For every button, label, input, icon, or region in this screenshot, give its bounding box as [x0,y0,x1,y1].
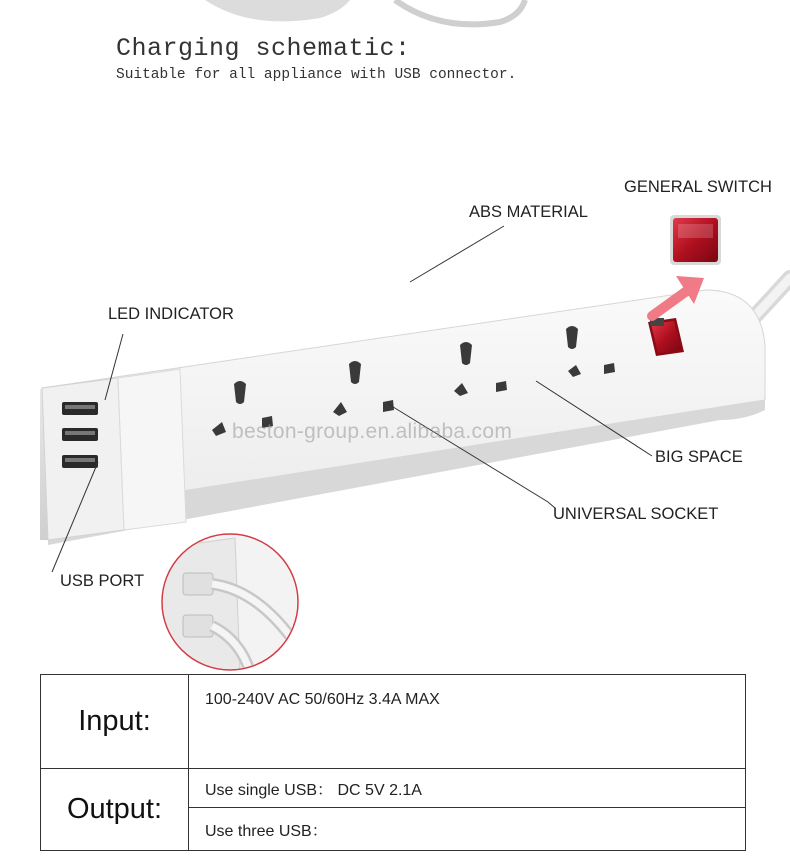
usb-ports [62,402,98,468]
callout-led-indicator: LED INDICATOR [108,305,234,323]
callout-general-switch: GENERAL SWITCH [624,178,772,196]
usb-closeup-circle [162,534,300,672]
page-subtitle: Suitable for all appliance with USB connector. [116,67,517,83]
top-cable-shape [205,0,350,21]
switch-closeup [670,215,721,265]
output-label: Output: [41,769,189,851]
callout-usb-port: USB PORT [60,572,145,590]
callout-big-space: BIG SPACE [655,448,743,466]
watermark: beston-group.en.alibaba.com [232,420,513,443]
input-value: 100-240V AC 50/60Hz 3.4A MAX [189,675,746,769]
spec-table [40,674,746,851]
output-single-value: Use single USB： DC 5V 2.1A [189,769,746,808]
callout-abs-material: ABS MATERIAL [469,203,588,221]
spec-row-input [41,675,746,769]
spec-row-output-single [41,769,746,808]
callout-universal-socket: UNIVERSAL SOCKET [553,505,719,523]
page-title: Charging schematic: [116,34,411,63]
top-cable-ring [395,0,525,24]
output-three-value: Use three USB： [189,808,746,851]
input-label: Input: [41,675,189,769]
